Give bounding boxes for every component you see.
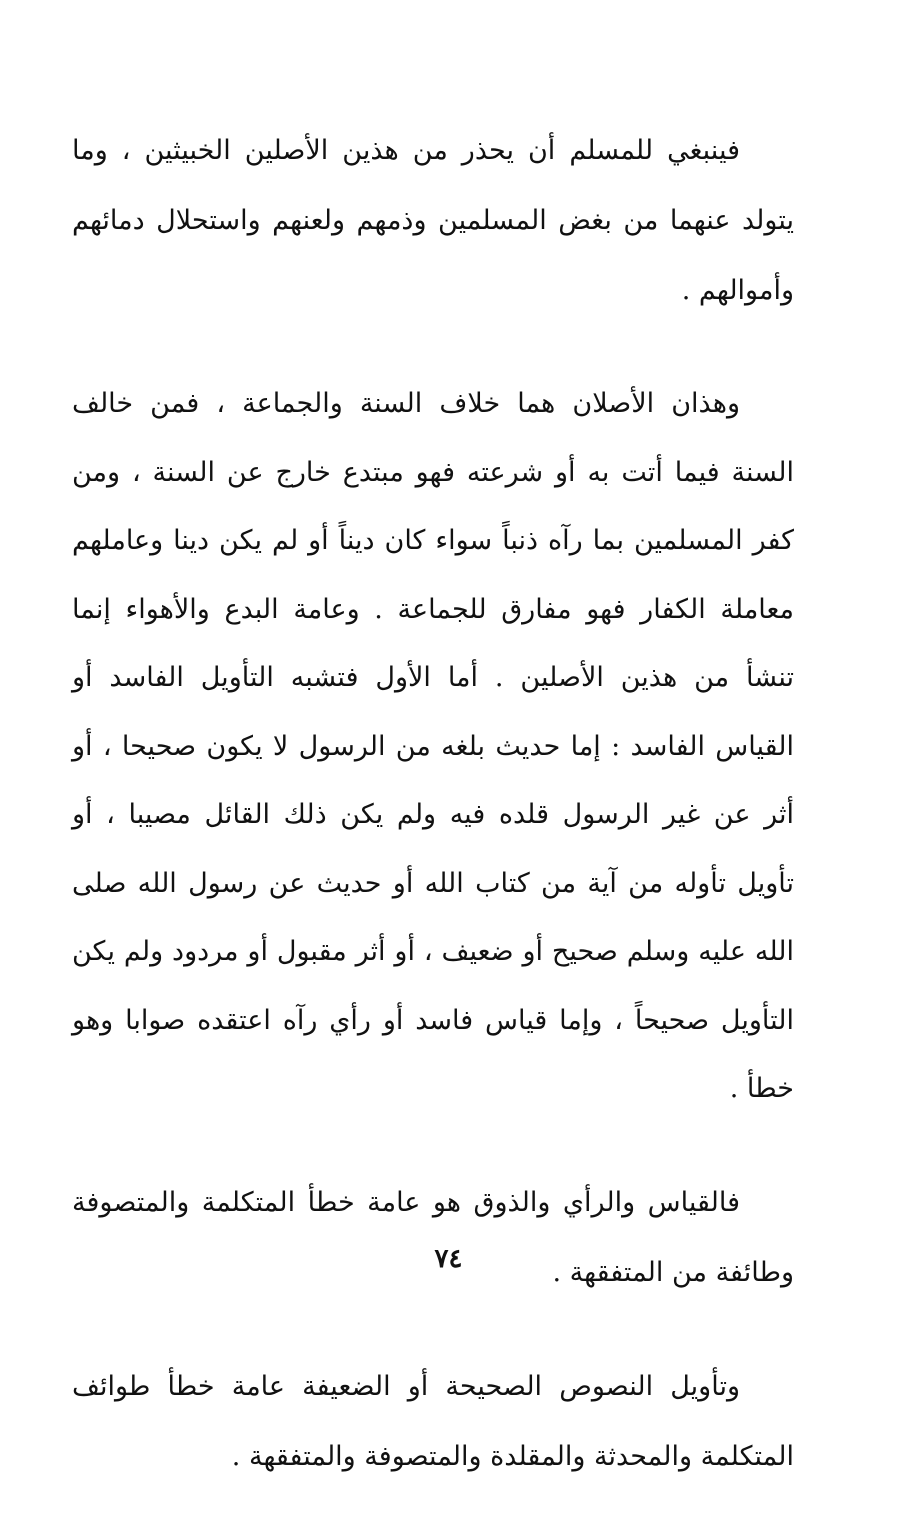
paragraph-2: وهذان الأصلان هما خلاف السنة والجماعة ، فمن خالف السنة فيما أتت به أو شرعته فهو مبتدع خارج عن السنة ، ومن كفر المسلمين بما رآه ذنباً سواء كان ديناً أو لم يكن دينا وعاملهم معاملة الكفار فهو مفارق للجماعة . وعامة البدع والأهواء إنما تنشأ من هذين الأصلين . أما الأول فتشبه التأويل الفاسد أو القياس الفاسد : إما حديث بلغه من الرسول لا يكون صحيحا ، أو أثر عن غير الرسول قلده فيه ولم يكن ذلك القائل مصيبا ، أو تأويل تأوله من آية من كتاب الله أو حديث عن رسول الله صلى الله عليه وسلم صحيح أو ضعيف ، أو أثر مقبول أو مردود ولم يكن التأويل صحيحاً ، وإما قياس فاسد أو رأي رآه اعتقده صوابا وهو خطأ . bbox=[72, 388, 794, 1104]
page-number: ٧٤ bbox=[434, 1244, 463, 1274]
paragraph-4: وتأويل النصوص الصحيحة أو الضعيفة عامة خطأ طوائف المتكلمة والمحدثة والمقلدة والمتصوفة والمتفقهة . bbox=[72, 1370, 794, 1472]
paragraph-1: فينبغي للمسلم أن يحذر من هذين الأصلين الخبيثين ، وما يتولد عنهما من بغض المسلمين وذمهم ولعنهم واستحلال دمائهم وأموالهم . bbox=[72, 135, 794, 306]
paragraph-3: فالقياس والرأي والذوق هو عامة خطأ المتكلمة والمتصوفة وطائفة من المتفقهة . bbox=[72, 1186, 794, 1288]
page-body bbox=[72, 116, 794, 1536]
